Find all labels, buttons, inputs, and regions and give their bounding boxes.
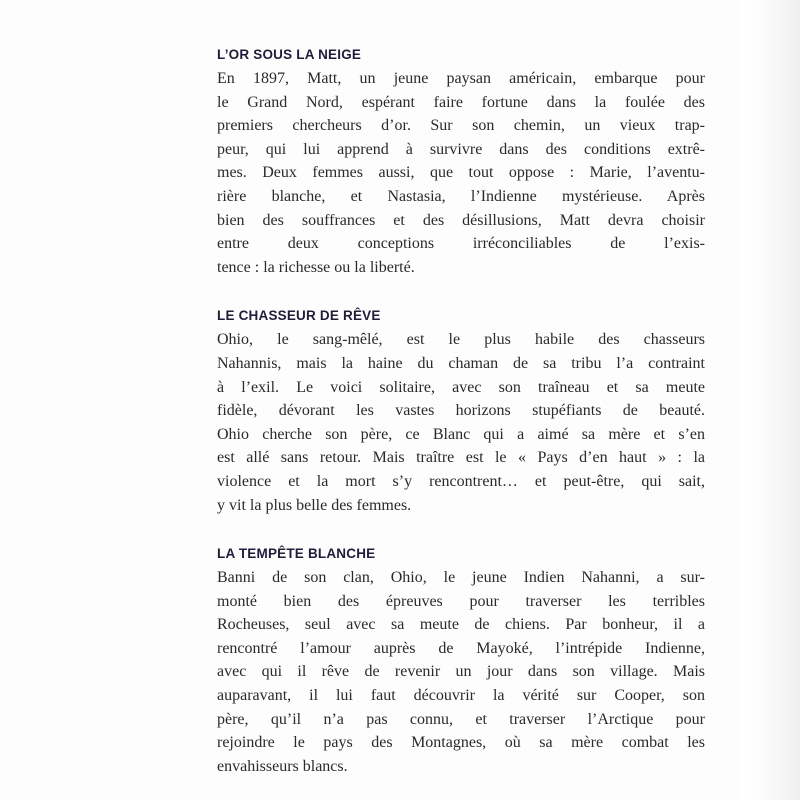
text-line: père, qu’il n’a pas connu, et traverser l’Arctique pour [217, 710, 705, 728]
text-line: monté bien des épreuves pour traverser les terribles [217, 592, 705, 610]
section-body [217, 566, 705, 778]
text-line: tence : la richesse ou la liberté. [217, 258, 415, 276]
text-line: violence et la mort s’y rencontrent… et peut-être, qui sait, [217, 472, 705, 490]
section-la-tempete-blanche [217, 545, 705, 778]
text-line: Ohio, le sang-mêlé, est le plus habile des chasseurs [217, 331, 705, 349]
text-line: à l’exil. Le voici solitaire, avec son traîneau et sa meute [217, 378, 705, 396]
text-line: fidèle, dévorant les vastes horizons stupéfiants de beauté. [217, 402, 705, 420]
text-line: rière blanche, et Nastasia, l’Indienne mystérieuse. Après [217, 187, 705, 205]
text-line: y vit la plus belle des femmes. [217, 496, 412, 514]
page-edge-shadow [740, 0, 800, 800]
text-line: envahisseurs blancs. [217, 757, 348, 775]
text-line: peur, qui lui apprend à survivre dans des conditions extrê- [217, 140, 705, 158]
section-body [217, 328, 705, 517]
section-le-chasseur-de-reve [217, 307, 705, 517]
text-line: bien des souffrances et des désillusions, Matt devra choisir [217, 211, 705, 229]
section-title: LA TEMPÊTE BLANCHE [217, 546, 376, 562]
text-line: est allé sans retour. Mais traître est le « Pays d’en haut » : la [217, 449, 705, 467]
text-line: Rocheuses, seul avec sa meute de chiens. Par bonheur, il a [217, 616, 705, 634]
text-line: rejoindre le pays des Montagnes, où sa mère combat les [217, 734, 705, 752]
text-column [217, 46, 705, 800]
text-line: avec qui il rêve de revenir un jour dans son village. Mais [217, 663, 705, 681]
text-line: premiers chercheurs d’or. Sur son chemin, un vieux trap- [217, 117, 705, 135]
section-title: LE CHASSEUR DE RÊVE [217, 308, 381, 324]
text-line: mes. Deux femmes aussi, que tout oppose : Marie, l’aventu- [217, 164, 705, 182]
text-line: Ohio cherche son père, ce Blanc qui a aimé sa mère et s’en [217, 425, 705, 443]
section-title: L’OR SOUS LA NEIGE [217, 47, 362, 62]
section-or-sous-la-neige [217, 46, 705, 279]
text-line: auparavant, il lui faut découvrir la vérité sur Cooper, son [217, 687, 705, 705]
text-line: Nahannis, mais la haine du chaman de sa tribu l’a contraint [217, 354, 705, 372]
text-line: le Grand Nord, espérant faire fortune dans la foulée des [217, 93, 705, 111]
text-line: Banni de son clan, Ohio, le jeune Indien Nahanni, a sur- [217, 569, 705, 587]
section-body [217, 67, 705, 279]
text-line: En 1897, Matt, un jeune paysan américain, embarque pour [217, 70, 705, 87]
text-line: entre deux conceptions irréconciliables de l’exis- [217, 235, 705, 253]
text-line: rencontré l’amour auprès de Mayoké, l’intrépide Indienne, [217, 639, 705, 657]
